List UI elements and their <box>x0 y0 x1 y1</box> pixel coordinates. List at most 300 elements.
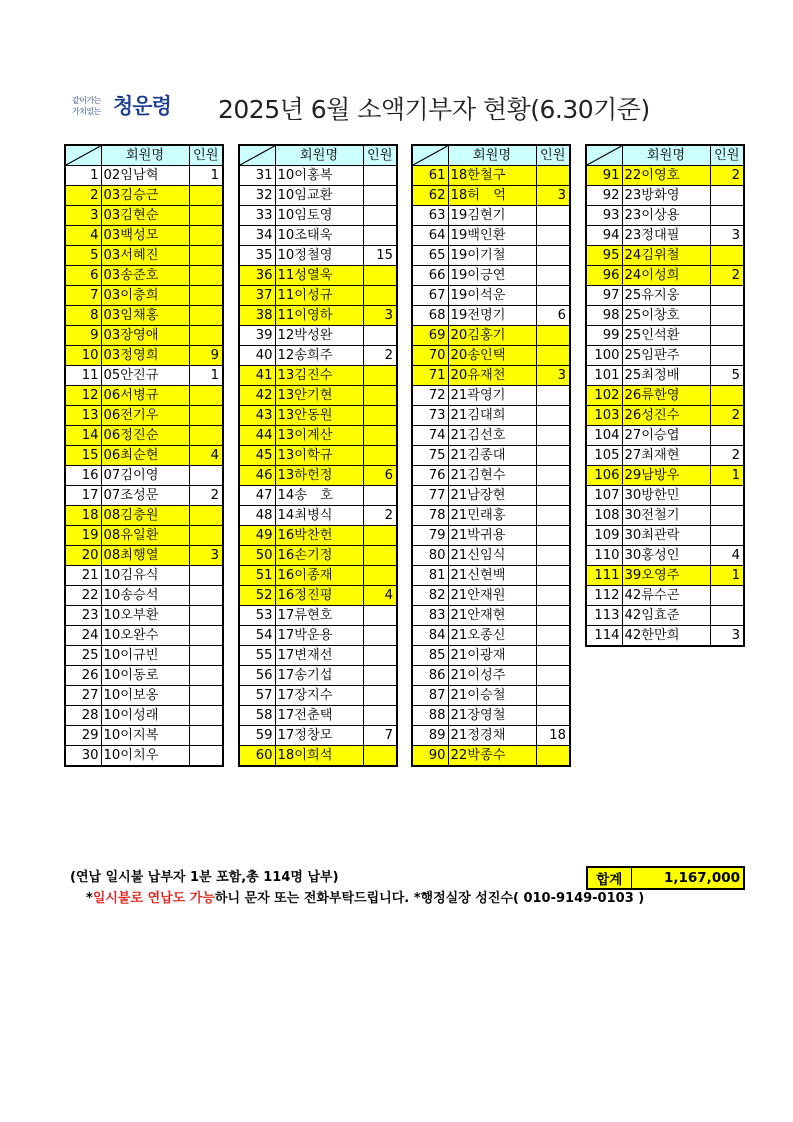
row-number: 15 <box>65 446 101 466</box>
member-count <box>710 326 744 346</box>
member-count <box>536 506 570 526</box>
table-row <box>412 626 570 646</box>
member-name: 23방화영 <box>622 186 710 206</box>
row-number: 44 <box>239 426 275 446</box>
member-name: 21김현수 <box>448 466 536 486</box>
member-count: 4 <box>189 446 223 466</box>
member-name: 03송준호 <box>101 266 189 286</box>
member-count <box>536 226 570 246</box>
table-row <box>65 406 223 426</box>
member-name: 10임교환 <box>275 186 363 206</box>
member-count <box>710 246 744 266</box>
member-name: 29남방우 <box>622 466 710 486</box>
row-number: 101 <box>586 366 622 386</box>
logo <box>72 92 184 128</box>
member-count <box>363 646 397 666</box>
table-row <box>65 506 223 526</box>
table-row <box>65 286 223 306</box>
table-row <box>412 346 570 366</box>
table-row <box>65 426 223 446</box>
table-row <box>65 306 223 326</box>
member-count <box>536 206 570 226</box>
member-name: 10오완수 <box>101 626 189 646</box>
row-number: 93 <box>586 206 622 226</box>
member-name: 10이규빈 <box>101 646 189 666</box>
member-name: 19백인환 <box>448 226 536 246</box>
member-count: 2 <box>710 406 744 426</box>
member-count <box>189 306 223 326</box>
table-row <box>65 626 223 646</box>
row-number: 73 <box>412 406 448 426</box>
member-name: 10이보옹 <box>101 686 189 706</box>
member-count <box>536 286 570 306</box>
table-row <box>239 726 397 746</box>
table-row <box>239 166 397 186</box>
member-name: 25임판주 <box>622 346 710 366</box>
member-name: 13안기현 <box>275 386 363 406</box>
member-count <box>363 546 397 566</box>
row-number: 59 <box>239 726 275 746</box>
member-name: 30방한민 <box>622 486 710 506</box>
row-number: 72 <box>412 386 448 406</box>
row-number: 66 <box>412 266 448 286</box>
row-number: 56 <box>239 666 275 686</box>
table-row <box>239 326 397 346</box>
table-row <box>65 606 223 626</box>
row-number: 13 <box>65 406 101 426</box>
row-number: 14 <box>65 426 101 446</box>
member-name: 10이성래 <box>101 706 189 726</box>
row-number: 87 <box>412 686 448 706</box>
row-number: 48 <box>239 506 275 526</box>
row-number: 71 <box>412 366 448 386</box>
table-row <box>412 546 570 566</box>
member-name: 08최행열 <box>101 546 189 566</box>
member-count: 3 <box>536 186 570 206</box>
table-row <box>239 346 397 366</box>
member-name: 02임남혁 <box>101 166 189 186</box>
table-header-row <box>412 145 570 166</box>
row-number: 102 <box>586 386 622 406</box>
member-name: 25유지웅 <box>622 286 710 306</box>
table-row <box>65 386 223 406</box>
member-count: 1 <box>710 566 744 586</box>
member-count <box>363 446 397 466</box>
member-count <box>189 426 223 446</box>
member-count <box>363 386 397 406</box>
table-row <box>586 286 744 306</box>
member-count <box>536 566 570 586</box>
row-number: 4 <box>65 226 101 246</box>
table-row <box>239 226 397 246</box>
table-row <box>412 426 570 446</box>
table-row <box>412 326 570 346</box>
header-count: 인원 <box>710 145 744 166</box>
table-row <box>65 446 223 466</box>
contact-note-text: 하니 문자 또는 전화부탁드립니다. *행정실장 성진수( 010-9149-0103 ) <box>214 891 645 906</box>
member-name: 03장영애 <box>101 326 189 346</box>
member-count <box>363 366 397 386</box>
row-number: 10 <box>65 346 101 366</box>
member-name: 14송 호 <box>275 486 363 506</box>
member-count <box>189 686 223 706</box>
member-name: 03김현순 <box>101 206 189 226</box>
table-row <box>586 446 744 466</box>
row-number: 74 <box>412 426 448 446</box>
row-number: 114 <box>586 626 622 647</box>
table-row <box>239 486 397 506</box>
member-count <box>363 166 397 186</box>
member-count <box>363 686 397 706</box>
member-name: 08김충원 <box>101 506 189 526</box>
table-row <box>239 706 397 726</box>
row-number: 55 <box>239 646 275 666</box>
row-number: 37 <box>239 286 275 306</box>
member-name: 17변재선 <box>275 646 363 666</box>
row-number: 47 <box>239 486 275 506</box>
member-name: 19이긍연 <box>448 266 536 286</box>
member-count <box>536 606 570 626</box>
member-count <box>189 286 223 306</box>
member-name: 21이승철 <box>448 686 536 706</box>
row-number: 7 <box>65 286 101 306</box>
table-row <box>239 606 397 626</box>
member-name: 21신현백 <box>448 566 536 586</box>
member-count <box>189 326 223 346</box>
member-name: 30홍성인 <box>622 546 710 566</box>
row-number: 103 <box>586 406 622 426</box>
table-row <box>586 226 744 246</box>
member-name: 25인석환 <box>622 326 710 346</box>
row-number: 92 <box>586 186 622 206</box>
member-count <box>536 426 570 446</box>
header-name: 회원명 <box>448 145 536 166</box>
row-number: 76 <box>412 466 448 486</box>
member-name: 07김이영 <box>101 466 189 486</box>
total-label: 합계 <box>587 867 631 889</box>
member-name: 19이석운 <box>448 286 536 306</box>
row-number: 81 <box>412 566 448 586</box>
table-row <box>239 266 397 286</box>
row-number: 112 <box>586 586 622 606</box>
table-row <box>65 206 223 226</box>
member-count: 7 <box>363 726 397 746</box>
table-row <box>412 406 570 426</box>
member-name: 24이성희 <box>622 266 710 286</box>
member-count <box>363 486 397 506</box>
member-name: 17장지수 <box>275 686 363 706</box>
member-name: 16정진평 <box>275 586 363 606</box>
row-number: 33 <box>239 206 275 226</box>
member-name: 19김현기 <box>448 206 536 226</box>
member-count <box>536 346 570 366</box>
member-name: 11성열욱 <box>275 266 363 286</box>
member-name: 24김위철 <box>622 246 710 266</box>
row-number: 20 <box>65 546 101 566</box>
member-name: 21안재원 <box>448 586 536 606</box>
member-count <box>536 706 570 726</box>
diagonal-header-cell <box>239 145 275 166</box>
row-number: 110 <box>586 546 622 566</box>
table-row <box>65 706 223 726</box>
table-row <box>65 666 223 686</box>
table-row <box>65 486 223 506</box>
member-count: 2 <box>363 346 397 366</box>
member-name: 10이지복 <box>101 726 189 746</box>
member-count: 4 <box>710 546 744 566</box>
member-name: 03이충희 <box>101 286 189 306</box>
payment-note: (연납 일시불 납부자 1분 포함,총 114명 납부) <box>70 870 339 885</box>
table-row <box>586 626 744 647</box>
member-count <box>363 286 397 306</box>
member-count <box>710 506 744 526</box>
row-number: 36 <box>239 266 275 286</box>
row-number: 3 <box>65 206 101 226</box>
member-count <box>189 466 223 486</box>
table-row <box>239 286 397 306</box>
row-number: 26 <box>65 666 101 686</box>
member-count <box>536 446 570 466</box>
row-number: 53 <box>239 606 275 626</box>
table-row <box>239 206 397 226</box>
member-name: 21안재현 <box>448 606 536 626</box>
member-count <box>536 466 570 486</box>
member-name: 22박종수 <box>448 746 536 767</box>
row-number: 38 <box>239 306 275 326</box>
member-count <box>189 386 223 406</box>
table-row <box>65 586 223 606</box>
table-row <box>412 566 570 586</box>
member-name: 14최병식 <box>275 506 363 526</box>
member-name: 13하헌정 <box>275 466 363 486</box>
table-row <box>586 346 744 366</box>
member-count <box>536 666 570 686</box>
member-name: 10이치우 <box>101 746 189 767</box>
diagonal-header-cell <box>65 145 101 166</box>
member-name: 17정창모 <box>275 726 363 746</box>
table-row <box>586 566 744 586</box>
table-row <box>412 706 570 726</box>
member-name: 10송승석 <box>101 586 189 606</box>
member-name: 13김진수 <box>275 366 363 386</box>
table-row <box>412 366 570 386</box>
member-count <box>363 706 397 726</box>
row-number: 23 <box>65 606 101 626</box>
member-count <box>189 726 223 746</box>
row-number: 64 <box>412 226 448 246</box>
header-count: 인원 <box>363 145 397 166</box>
row-number: 31 <box>239 166 275 186</box>
table-row <box>412 646 570 666</box>
table-row <box>239 526 397 546</box>
contact-note-highlight: 일시불로 연납도 가능 <box>92 891 215 906</box>
member-count <box>710 206 744 226</box>
row-number: 90 <box>412 746 448 767</box>
table-row <box>65 266 223 286</box>
table-header-row <box>586 145 744 166</box>
member-name: 16손기정 <box>275 546 363 566</box>
table-row <box>239 746 397 767</box>
table-row <box>586 306 744 326</box>
table-row <box>239 446 397 466</box>
table-row <box>412 446 570 466</box>
total-amount: 1,167,000 <box>631 867 744 889</box>
member-name: 03백성모 <box>101 226 189 246</box>
table-row <box>239 246 397 266</box>
table-row <box>412 266 570 286</box>
row-number: 91 <box>586 166 622 186</box>
member-count <box>536 386 570 406</box>
member-count <box>710 526 744 546</box>
member-count <box>536 266 570 286</box>
table-row <box>586 546 744 566</box>
member-count <box>189 246 223 266</box>
member-name: 03서혜진 <box>101 246 189 266</box>
member-name: 26류한영 <box>622 386 710 406</box>
table-row <box>65 226 223 246</box>
table-row <box>412 486 570 506</box>
member-count: 1 <box>710 466 744 486</box>
row-number: 85 <box>412 646 448 666</box>
row-number: 25 <box>65 646 101 666</box>
table-row <box>412 186 570 206</box>
member-name: 18이희석 <box>275 746 363 767</box>
row-number: 77 <box>412 486 448 506</box>
member-count <box>363 566 397 586</box>
table-row <box>586 486 744 506</box>
member-count: 2 <box>189 486 223 506</box>
member-name: 21이광재 <box>448 646 536 666</box>
member-count <box>710 186 744 206</box>
member-count: 2 <box>710 446 744 466</box>
row-number: 29 <box>65 726 101 746</box>
member-count <box>536 326 570 346</box>
table-row <box>586 406 744 426</box>
row-number: 60 <box>239 746 275 767</box>
logo-brand: 청운령 <box>113 94 171 118</box>
row-number: 108 <box>586 506 622 526</box>
table-row <box>65 546 223 566</box>
header-name: 회원명 <box>622 145 710 166</box>
table-row <box>412 526 570 546</box>
table-row <box>412 286 570 306</box>
member-name: 42임효준 <box>622 606 710 626</box>
table-row <box>412 506 570 526</box>
member-count: 9 <box>189 346 223 366</box>
table-row <box>65 726 223 746</box>
member-table-2 <box>238 144 398 767</box>
member-count: 2 <box>710 166 744 186</box>
row-number: 22 <box>65 586 101 606</box>
member-name: 17송기섭 <box>275 666 363 686</box>
table-row <box>65 346 223 366</box>
header-count: 인원 <box>536 145 570 166</box>
member-name: 21오종신 <box>448 626 536 646</box>
member-name: 27최재현 <box>622 446 710 466</box>
member-name: 21김대희 <box>448 406 536 426</box>
member-name: 21민래홍 <box>448 506 536 526</box>
table-row <box>65 326 223 346</box>
member-name: 21곽영기 <box>448 386 536 406</box>
table-row <box>65 246 223 266</box>
member-name: 07조성문 <box>101 486 189 506</box>
row-number: 24 <box>65 626 101 646</box>
member-count <box>189 706 223 726</box>
member-name: 13이계산 <box>275 426 363 446</box>
member-name: 10오부환 <box>101 606 189 626</box>
row-number: 105 <box>586 446 622 466</box>
table-row <box>586 326 744 346</box>
row-number: 57 <box>239 686 275 706</box>
member-name: 10임토영 <box>275 206 363 226</box>
logo-tagline-1: 같이가는 <box>72 96 101 105</box>
table-row <box>239 666 397 686</box>
member-name: 19이기철 <box>448 246 536 266</box>
table-row <box>412 606 570 626</box>
table-row <box>239 686 397 706</box>
member-count <box>363 526 397 546</box>
member-name: 10조태욱 <box>275 226 363 246</box>
member-count: 15 <box>363 246 397 266</box>
table-row <box>65 526 223 546</box>
row-number: 39 <box>239 326 275 346</box>
table-row <box>412 386 570 406</box>
member-count <box>189 746 223 767</box>
table-row <box>412 666 570 686</box>
member-table-3 <box>411 144 571 767</box>
table-row <box>412 226 570 246</box>
member-name: 11이성규 <box>275 286 363 306</box>
member-count <box>363 746 397 767</box>
member-count: 2 <box>710 266 744 286</box>
row-number: 96 <box>586 266 622 286</box>
member-count: 5 <box>710 366 744 386</box>
row-number: 95 <box>586 246 622 266</box>
member-count <box>710 346 744 366</box>
member-count: 3 <box>189 546 223 566</box>
member-count <box>189 226 223 246</box>
member-count <box>363 426 397 446</box>
member-count <box>189 186 223 206</box>
table-row <box>586 366 744 386</box>
row-number: 84 <box>412 626 448 646</box>
table-row <box>65 746 223 767</box>
table-row <box>65 686 223 706</box>
row-number: 86 <box>412 666 448 686</box>
member-count <box>363 606 397 626</box>
member-count <box>363 266 397 286</box>
member-count <box>536 526 570 546</box>
row-number: 75 <box>412 446 448 466</box>
member-name: 20송인택 <box>448 346 536 366</box>
table-row <box>65 366 223 386</box>
row-number: 63 <box>412 206 448 226</box>
table-row <box>412 466 570 486</box>
member-name: 20유재천 <box>448 366 536 386</box>
table-row <box>239 566 397 586</box>
member-name: 18한철구 <box>448 166 536 186</box>
table-row <box>412 206 570 226</box>
member-name: 21김종대 <box>448 446 536 466</box>
row-number: 40 <box>239 346 275 366</box>
row-number: 28 <box>65 706 101 726</box>
row-number: 51 <box>239 566 275 586</box>
table-row <box>586 426 744 446</box>
row-number: 98 <box>586 306 622 326</box>
member-count <box>189 586 223 606</box>
table-row <box>586 186 744 206</box>
row-number: 1 <box>65 166 101 186</box>
